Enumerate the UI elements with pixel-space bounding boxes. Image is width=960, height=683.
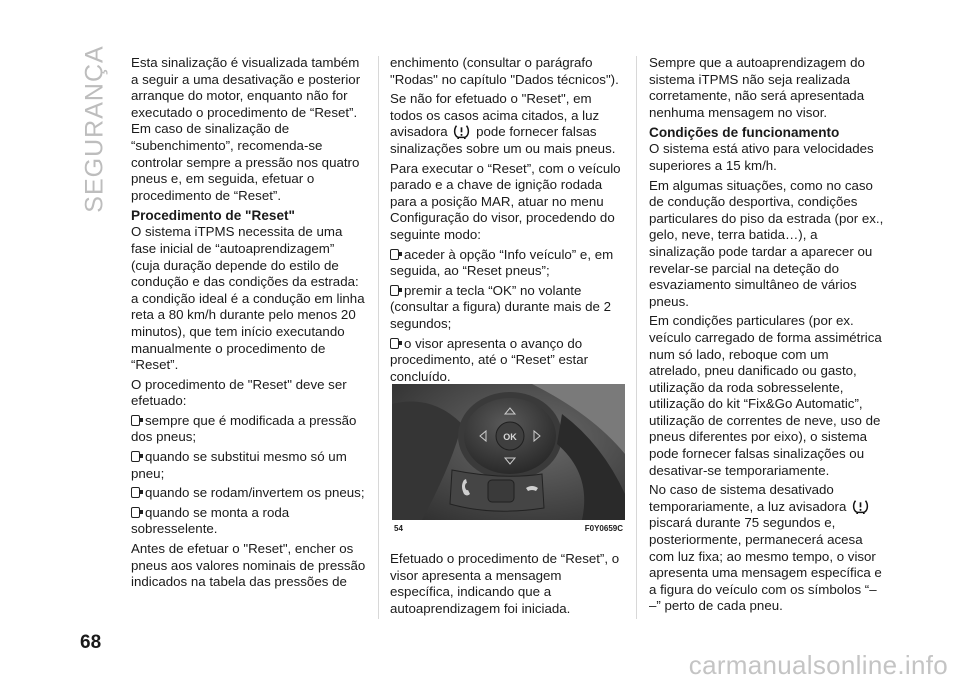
figure-code: F0Y0659C xyxy=(584,524,623,533)
column-divider xyxy=(378,56,379,619)
bullet-item: sempre que é modificada a pressão dos pneus; xyxy=(131,412,357,445)
bullet-icon xyxy=(390,285,399,296)
bullet-icon xyxy=(390,249,399,260)
figure-caption xyxy=(394,524,623,533)
bullet-icon xyxy=(131,415,140,426)
paragraph: No caso de sistema desativado temporariamente, a luz avisadora piscará durante 75 segundos e, posteriormente, permanecerá acesa com luz fixa; ao mesmo tempo, o visor apresenta uma mensagem específica e a figura do veículo com os símbolos “– –” perto de cada pneu. xyxy=(649,482,882,614)
bullet-item: quando se monta a roda sobresselente. xyxy=(131,504,290,537)
paragraph: O procedimento de "Reset" deve ser efetuado: xyxy=(131,376,347,409)
paragraph: Sempre que a autoaprendizagem do sistema iTPMS não seja realizada corretamente, não será apresentada nenhuma mensagem no visor. xyxy=(649,55,865,120)
text-column-3 xyxy=(649,55,884,618)
steering-wheel-figure xyxy=(392,384,625,520)
paragraph: Em condições particulares (por ex. veículo carregado de forma assimétrica num só lado, reboque com um atrelado, pneu danificado ou gasto, utilização da roda sobresselente, utilização do kit “Fix&Go Automatic”, utilização de correntes de neve, uso de pneus diferentes por eixo), o sistema pode fornecer falsas sinalizações ou desativar-se temporariamente. xyxy=(649,313,882,478)
paragraph: Esta sinalização é visualizada também a seguir a uma desativação e posterior arranque do motor, enquanto não for executado o procedimento de “Reset”. Em caso de sinalização de “subenchimento”, recomenda-se controlar sempre a pressão nos quatro pneus e, em seguida, efetuar o procedimento de “Reset”. xyxy=(131,55,361,203)
bullet-icon xyxy=(131,507,140,518)
section-label xyxy=(80,45,110,213)
bullet-item: o visor apresenta o avanço do procedimento, até o “Reset” estar concluído. xyxy=(390,335,589,384)
bullet-item: quando se substitui mesmo só um pneu; xyxy=(131,449,347,481)
text-column-1 xyxy=(131,55,366,594)
paragraph: Se não for efetuado o "Reset", em todos os casos acima citados, a luz avisadora pode fornecer falsas sinalizações sobre um ou mais pneus. xyxy=(390,91,616,156)
bullet-item: quando se rodam/invertem os pneus; xyxy=(131,485,366,502)
text-column-2-tail xyxy=(390,551,625,617)
figure-number: 54 xyxy=(394,524,403,533)
bullet-item: premir a tecla “OK” no volante (consultar a figura) durante mais de 2 segundos; xyxy=(390,282,611,331)
text-column-2 xyxy=(390,55,625,388)
bullet-icon xyxy=(131,487,140,498)
section-label-text: SEGURANÇA xyxy=(80,45,109,213)
tpms-warning-light-icon xyxy=(453,124,470,139)
page-number: 68 xyxy=(80,632,102,653)
bullet-icon xyxy=(131,451,140,462)
paragraph: Para executar o “Reset”, com o veículo parado e a chave de ignição rodada para a posição MAR, atuar no menu Configuração do visor, procedendo do seguinte modo: xyxy=(390,160,621,242)
watermark: carmanualsonline.info xyxy=(688,650,948,680)
paragraph: Em algumas situações, como no caso de condução desportiva, condições particulares do piso da estrada (por ex., gelo, neve, terra batida…), a sinalização pode tardar a aparecer ou revelar-se parcial na deteção do esvaziamento simultâneo de vários pneus. xyxy=(649,177,884,309)
section-heading-reset: Procedimento de "Reset" xyxy=(131,208,295,224)
paragraph: O sistema iTPMS necessita de uma fase inicial de “autoaprendizagem” (cuja duração depende do estilo de condução e das condições da estrada: a condição ideal é a condução em linha reta a 80 km/h durante pelo menos 20 minutos), que tem início executando manualmente o procedimento de “Reset”. xyxy=(131,224,365,373)
paragraph: Efetuado o procedimento de “Reset”, o visor apresenta a mensagem específica, indicando que a autoaprendizagem foi iniciada. xyxy=(390,551,620,616)
ok-button-label: OK xyxy=(503,432,517,442)
bullet-icon xyxy=(390,338,399,349)
steering-wheel-controls-illustration xyxy=(392,384,625,520)
column-divider xyxy=(636,56,637,619)
paragraph: enchimento (consultar o parágrafo "Rodas" no capítulo "Dados técnicos"). xyxy=(390,55,619,87)
paragraph: O sistema está ativo para velocidades superiores a 15 km/h. xyxy=(649,141,874,173)
tpms-warning-light-icon xyxy=(852,499,869,514)
paragraph: Antes de efetuar o "Reset", encher os pneus aos valores nominais de pressão indicados na tabela das pressões de xyxy=(131,541,366,590)
bullet-item: aceder à opção “Info veículo” e, em seguida, ao “Reset pneus”; xyxy=(390,246,614,279)
section-heading-operating-conditions: Condições de funcionamento xyxy=(649,125,840,141)
